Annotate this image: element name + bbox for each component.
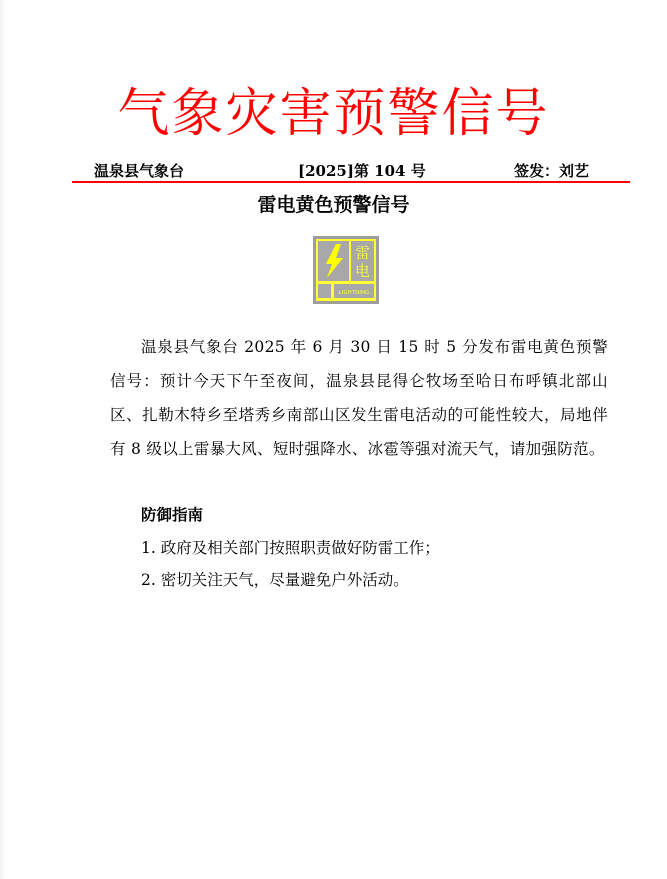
document-header-row (0, 158, 667, 182)
guide-item: 2. 密切关注天气，尽量避免户外活动。 (141, 571, 409, 589)
document-number: [2025]第 104 号 (298, 162, 426, 180)
defense-guide-heading: 防御指南 (141, 505, 204, 524)
header-divider (72, 181, 630, 183)
warning-body-paragraph: 温泉县气象台 2025 年 6 月 30 日 15 时 5 分发布雷电黄色预警信号：预计今天下午至夜间，温泉县昆得仑牧场至哈日布呼镇北部山区、扎勒木特乡至塔秀乡南部山区发生雷电活动的可能性较大，局地伴有 8 级以上雷暴大风、短时强降水、冰雹等强对流天气，请加强防范。 (110, 338, 608, 458)
signer-name: 签发：刘艺 (514, 162, 590, 180)
guide-item: 1. 政府及相关部门按照职责做好防雷工作； (141, 539, 440, 557)
issuer-name: 温泉县气象台 (94, 162, 185, 180)
lightning-yellow-warning-icon (313, 236, 379, 304)
document-title: 气象灾害预警信号 (117, 84, 550, 144)
icon-char-lei: 雷 (354, 244, 371, 262)
icon-caption-text: LIGHTNING (338, 290, 370, 296)
icon-char-dian: 电 (354, 262, 371, 280)
signal-title: 雷电黄色预警信号 (257, 194, 410, 216)
icon-small-box (318, 284, 331, 298)
